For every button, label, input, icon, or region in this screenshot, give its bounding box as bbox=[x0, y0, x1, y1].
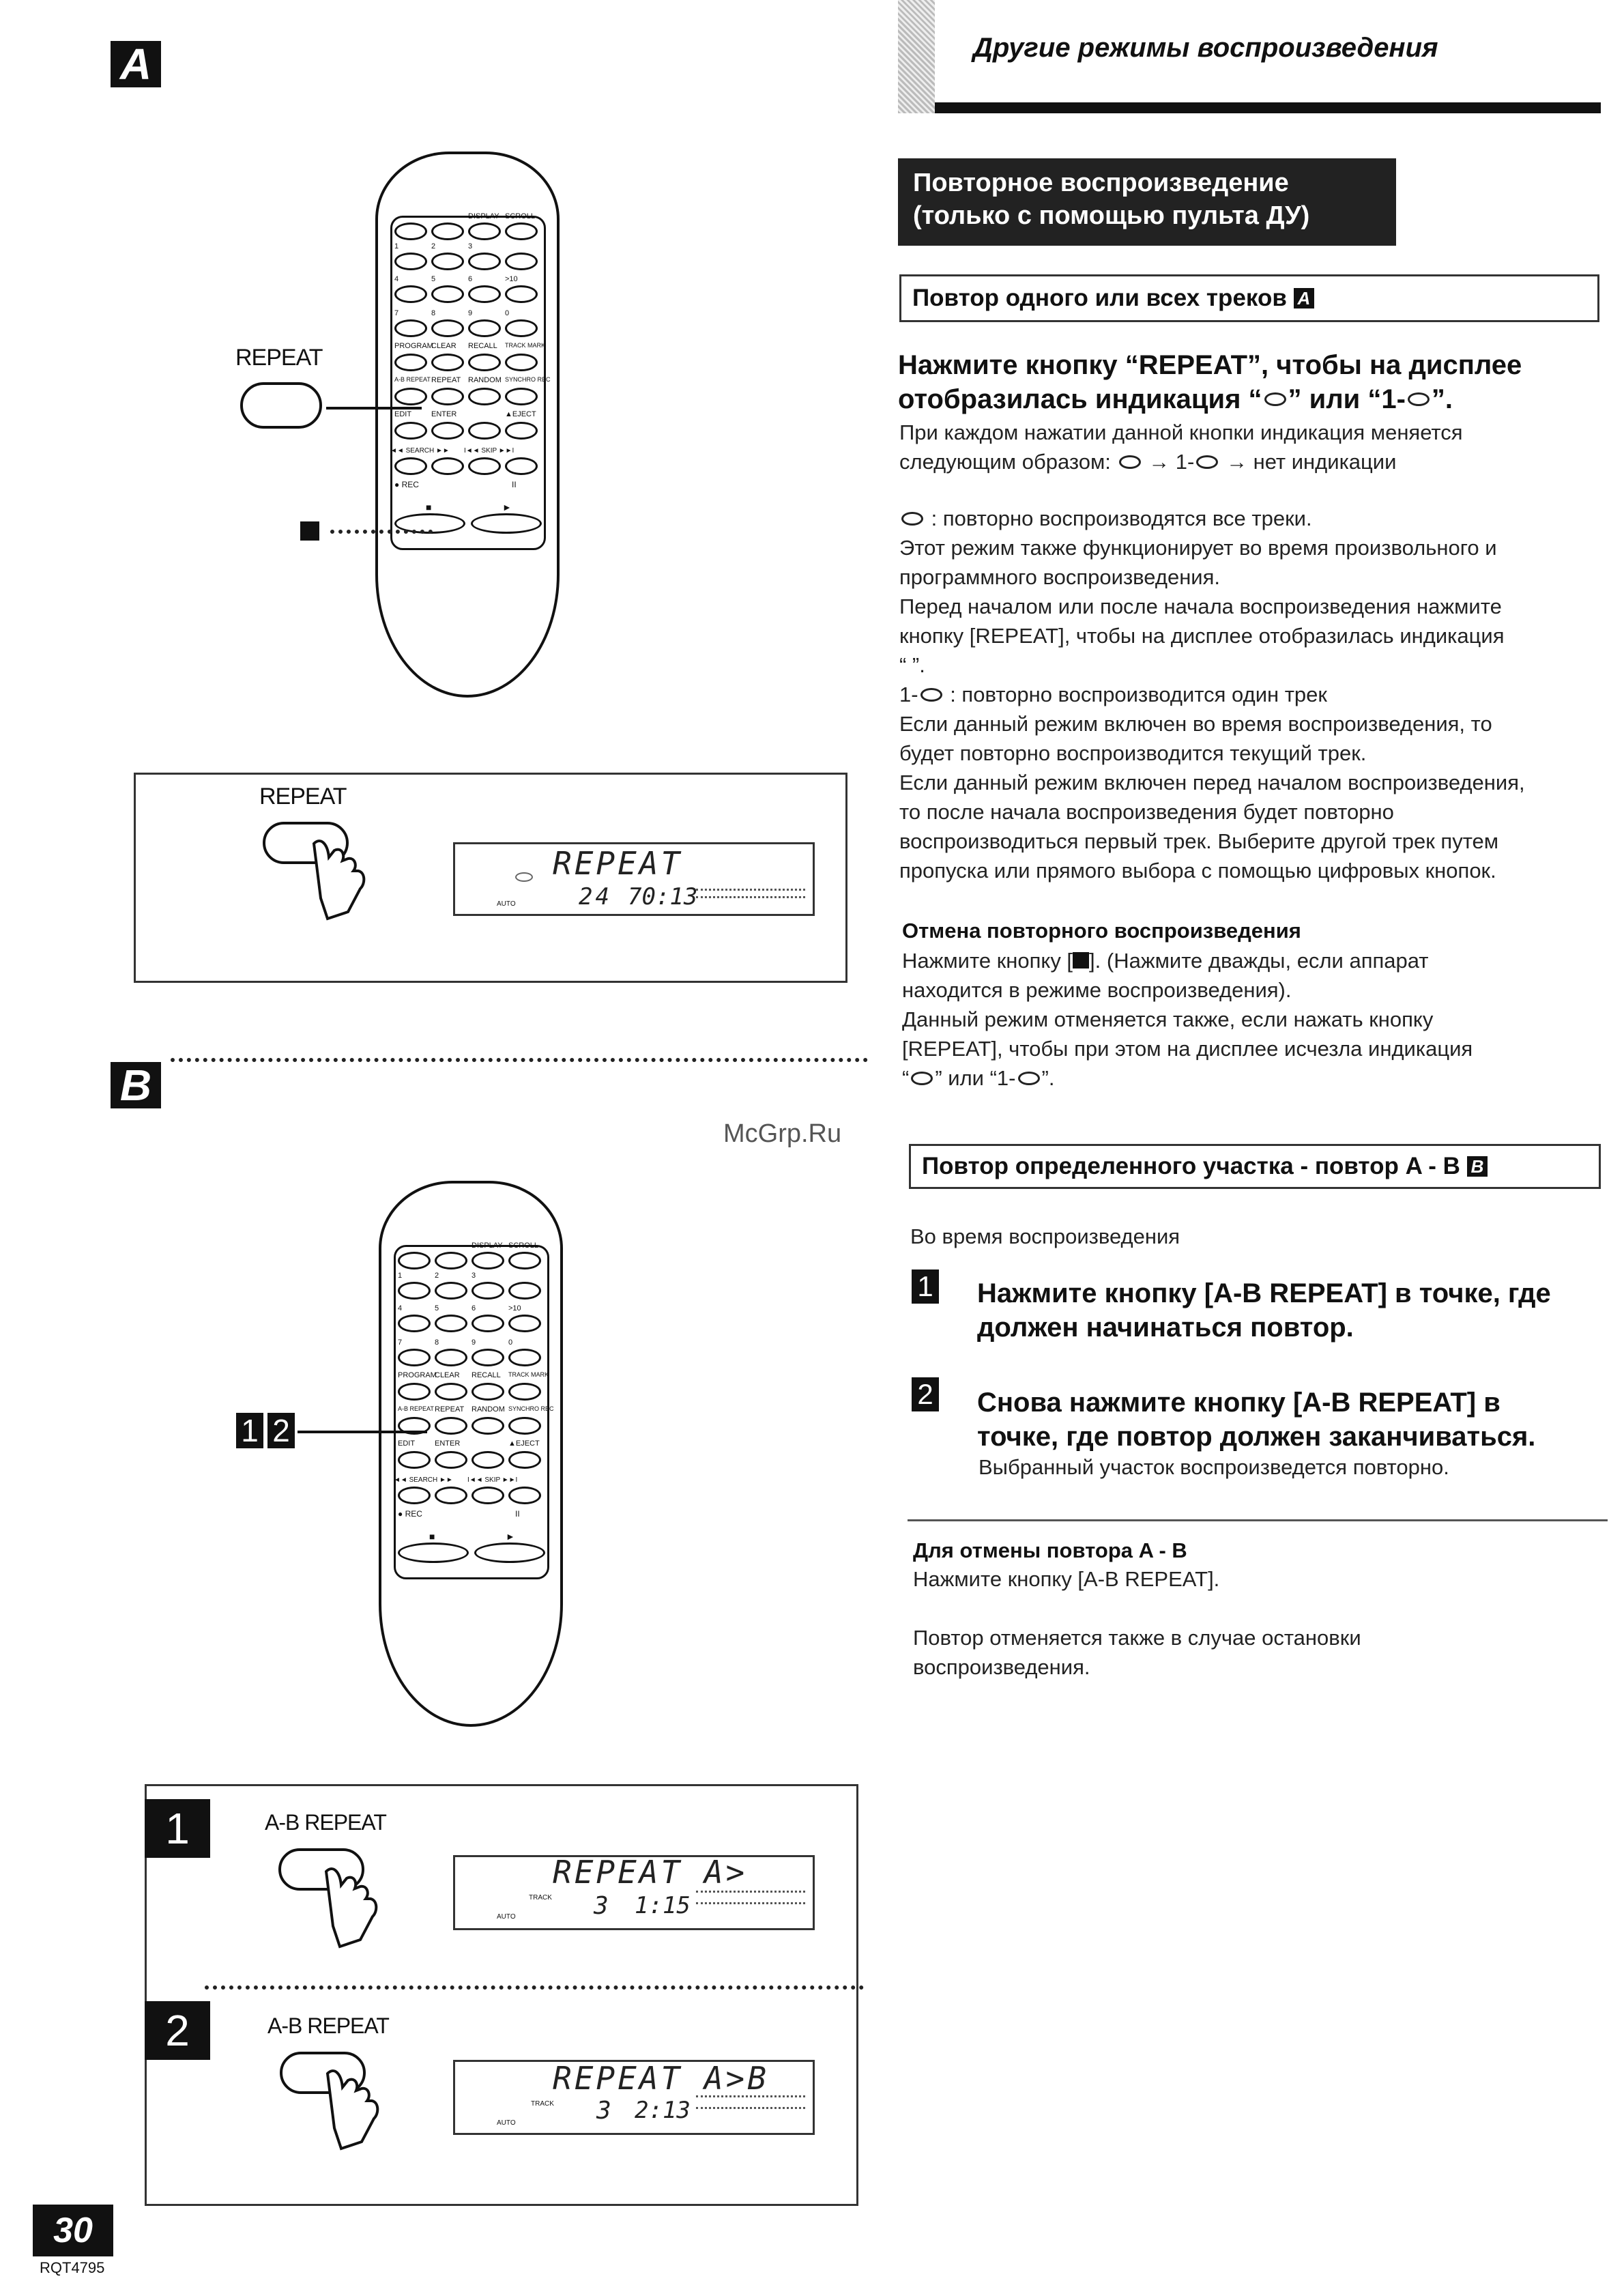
figure-divider bbox=[171, 1058, 868, 1062]
ab-step-1-text bbox=[977, 1276, 1605, 1345]
cancel-line1b: ]. (Нажмите дважды, если аппарат bbox=[1089, 949, 1429, 973]
one-desc-6: пропуска или прямого выбора с помощью цифровых кнопок. bbox=[899, 859, 1496, 883]
remote-button-label: ▲EJECT bbox=[508, 1439, 540, 1448]
section-heading-box bbox=[898, 158, 1396, 246]
ab-note-line1: Повтор отменяется также в случае остановки bbox=[913, 1626, 1361, 1650]
remote-button-label: >10 bbox=[508, 1304, 521, 1312]
remote-button-label: I◄◄ SKIP ►►I bbox=[464, 447, 514, 455]
ab-cancel-rule bbox=[908, 1519, 1608, 1521]
remote-button-label: DISPLAY bbox=[468, 212, 499, 220]
remote-button-label: RANDOM bbox=[468, 376, 502, 384]
remote-button bbox=[472, 1417, 504, 1435]
remote-button bbox=[431, 457, 464, 475]
remote-button-label: A-B REPEAT bbox=[394, 376, 431, 383]
all-desc-1: Этот режим также функционирует во время произвольного и bbox=[899, 536, 1497, 560]
remote-button-label: 7 bbox=[394, 309, 399, 317]
remote-button-label: REPEAT bbox=[431, 376, 461, 384]
repeat-icon bbox=[1119, 455, 1141, 469]
display-b2-level-meter bbox=[696, 2095, 805, 2109]
page-number-box: 30 bbox=[33, 2205, 113, 2256]
step-marker-2: 2 bbox=[267, 1413, 295, 1448]
display-b1-main: REPEAT A> bbox=[553, 1854, 748, 1891]
remote-button-label: TRACK MARK bbox=[508, 1371, 549, 1378]
remote-button-label: 7 bbox=[398, 1338, 403, 1347]
all-desc-3: Перед началом или после начала воспроизведения нажмите bbox=[899, 594, 1502, 618]
ab-intro: Во время воспроизведения bbox=[910, 1224, 1180, 1248]
stop-icon bbox=[1073, 952, 1089, 969]
remote-button bbox=[435, 1282, 467, 1300]
repeat-all-description bbox=[899, 504, 1609, 885]
remote-button bbox=[468, 253, 501, 270]
repeat-icon bbox=[911, 1072, 933, 1085]
instruction-part: ” или “1- bbox=[1288, 384, 1406, 414]
remote-button bbox=[508, 1252, 541, 1269]
panel-step-1-label: A-B REPEAT bbox=[265, 1810, 386, 1835]
subsection-repeat-all-one bbox=[899, 274, 1599, 322]
all-desc-2: программного воспроизведения. bbox=[899, 565, 1221, 589]
display-b2-time: 2:13 bbox=[635, 2097, 691, 2124]
subsection-ab-title: Повтор определенного участка - повтор A - B bbox=[922, 1153, 1460, 1179]
remote-button bbox=[431, 319, 464, 337]
remote-button-label: PROGRAM bbox=[394, 342, 433, 350]
remote-button bbox=[472, 1349, 504, 1366]
cancel-line1 bbox=[902, 946, 1612, 975]
cycle-seq-a: → 1- bbox=[1148, 450, 1195, 474]
remote-button-label: SCROLL bbox=[505, 212, 536, 220]
repeat-icon bbox=[920, 688, 942, 702]
instruction-part: ”. bbox=[1431, 384, 1453, 414]
remote-button bbox=[431, 422, 464, 440]
remote-button bbox=[505, 388, 538, 405]
repeat-button-callout bbox=[240, 382, 322, 429]
display-b1-level-meter bbox=[696, 1891, 805, 1904]
cancel-end-b: ” или “1- bbox=[935, 1066, 1016, 1090]
remote-button bbox=[398, 1282, 431, 1300]
display-b2-auto: AUTO bbox=[497, 2119, 516, 2127]
remote-button-label: 5 bbox=[431, 275, 436, 283]
step1-line2: должен начинаться повтор. bbox=[977, 1312, 1354, 1343]
cycle-sequence bbox=[899, 447, 1609, 476]
remote-button-label: TRACK MARK bbox=[505, 342, 546, 349]
remote-button bbox=[505, 354, 538, 371]
ab-note-line2: воспроизведения. bbox=[913, 1655, 1090, 1679]
all-desc-end: “ ”. bbox=[899, 653, 925, 677]
remote-button bbox=[508, 1487, 541, 1504]
step2-line1: Снова нажмите кнопку [A-B REPEAT] в bbox=[977, 1388, 1500, 1418]
one-desc-4: то после начала воспроизведения будет повторно bbox=[899, 800, 1394, 824]
remote-button-label: RANDOM bbox=[472, 1405, 505, 1414]
display-b2-track-label: TRACK bbox=[531, 2100, 554, 2108]
remote-button-label: 3 bbox=[468, 242, 473, 250]
remote-button bbox=[508, 1451, 541, 1469]
cancel-line2: находится в режиме воспроизведения). bbox=[902, 978, 1292, 1002]
display-b1-track: 3 bbox=[594, 1892, 611, 1920]
remote-button-label: 0 bbox=[505, 309, 510, 317]
remote-button bbox=[398, 1451, 431, 1469]
remote-button-label: EDIT bbox=[398, 1439, 416, 1448]
remote-button bbox=[435, 1315, 467, 1332]
remote-button bbox=[394, 388, 427, 405]
remote-button bbox=[468, 388, 501, 405]
remote-button bbox=[398, 1349, 431, 1366]
remote-button-label: 3 bbox=[472, 1272, 476, 1280]
ab-repeat-leader-line bbox=[298, 1431, 427, 1433]
remote-button bbox=[394, 319, 427, 337]
ab-step-1-number: 1 bbox=[912, 1269, 939, 1304]
watermark: McGrp.Ru bbox=[723, 1119, 842, 1148]
remote-button bbox=[472, 1282, 504, 1300]
remote-button-label: ● REC bbox=[394, 480, 419, 489]
remote-button-label: ■ bbox=[426, 502, 432, 513]
ab-step-2-number: 2 bbox=[912, 1377, 939, 1411]
remote-button-label: ◄◄ SEARCH ►► bbox=[390, 447, 450, 455]
repeat-icon bbox=[1018, 1072, 1040, 1085]
display-a-level-meter bbox=[696, 889, 805, 898]
cycle-seq-b: → нет индикации bbox=[1226, 450, 1397, 474]
remote-button-label: 6 bbox=[472, 1304, 476, 1312]
display-b1-track-label: TRACK bbox=[529, 1894, 552, 1902]
panel-repeat-label: REPEAT bbox=[259, 784, 347, 809]
one-prefix: 1- bbox=[899, 683, 918, 706]
remote-button bbox=[505, 285, 538, 303]
subsection-title: Повтор одного или всех треков bbox=[912, 285, 1287, 311]
instruction-line1: Нажмите кнопку “REPEAT”, чтобы на дисплее bbox=[898, 350, 1522, 380]
remote-button-label: SCROLL bbox=[508, 1242, 539, 1250]
cancel-repeat-title: Отмена повторного воспроизведения bbox=[902, 919, 1301, 943]
remote-button-label: ▲EJECT bbox=[505, 410, 536, 418]
repeat-instruction bbox=[898, 348, 1608, 416]
remote-button bbox=[394, 253, 427, 270]
stop-marker bbox=[300, 521, 319, 541]
remote-button-label: EDIT bbox=[394, 410, 412, 418]
one-desc-2: будет повторно воспроизводится текущий трек. bbox=[899, 741, 1367, 765]
ab-cancel-text: Нажмите кнопку [A-B REPEAT]. bbox=[913, 1567, 1220, 1591]
cancel-repeat-text bbox=[902, 946, 1612, 1093]
repeat-cycle bbox=[899, 418, 1609, 476]
remote-button-label: 1 bbox=[394, 242, 399, 250]
remote-button bbox=[505, 223, 538, 240]
remote-button bbox=[468, 422, 501, 440]
one-label: : повторно воспроизводится один трек bbox=[950, 683, 1327, 706]
remote-button bbox=[394, 223, 427, 240]
header-gray-strip bbox=[898, 0, 935, 113]
remote-button-label: 2 bbox=[431, 242, 436, 250]
play-button bbox=[474, 1543, 545, 1563]
remote-button-label: ◄◄ SEARCH ►► bbox=[394, 1476, 453, 1484]
display-b2-main: REPEAT A>B bbox=[553, 2060, 769, 2097]
repeat-icon bbox=[901, 512, 923, 526]
remote-button bbox=[505, 457, 538, 475]
pressing-hand-icon bbox=[314, 2060, 396, 2155]
remote-button bbox=[468, 457, 501, 475]
remote-button bbox=[431, 223, 464, 240]
remote-button bbox=[508, 1349, 541, 1366]
ab-cancel-title: Для отмены повтора A - B bbox=[913, 1538, 1187, 1562]
figure-b-letter: B bbox=[111, 1062, 161, 1108]
stop-button bbox=[398, 1543, 469, 1563]
remote-button bbox=[508, 1417, 541, 1435]
all-label-line bbox=[899, 504, 1609, 533]
cancel-end-a: “ bbox=[902, 1066, 910, 1090]
cycle-intro: При каждом нажатии данной кнопки индикация меняется bbox=[899, 420, 1463, 444]
remote-button bbox=[472, 1487, 504, 1504]
cancel-line4: [REPEAT], чтобы при этом на дисплее исчезла индикация bbox=[902, 1037, 1473, 1061]
remote-button bbox=[398, 1383, 431, 1401]
remote-button-label: 6 bbox=[468, 275, 473, 283]
remote-button bbox=[472, 1315, 504, 1332]
remote-a-buttons bbox=[375, 152, 560, 698]
remote-button-label: 2 bbox=[435, 1272, 439, 1280]
remote-button-label: SYNCHRO REC bbox=[508, 1405, 554, 1412]
pressing-hand-icon bbox=[313, 1858, 394, 1953]
subsection-ab-repeat bbox=[909, 1144, 1601, 1189]
repeat-icon bbox=[1408, 392, 1430, 406]
display-b1-auto: AUTO bbox=[497, 1913, 516, 1921]
play-button bbox=[471, 513, 542, 534]
remote-button bbox=[468, 319, 501, 337]
remote-button-label: A-B REPEAT bbox=[398, 1405, 434, 1412]
remote-button bbox=[505, 319, 538, 337]
all-label: : повторно воспроизводятся все треки. bbox=[931, 506, 1312, 530]
remote-button bbox=[435, 1349, 467, 1366]
remote-button-label: II bbox=[515, 1509, 520, 1519]
remote-button bbox=[505, 253, 538, 270]
remote-button bbox=[431, 285, 464, 303]
section-heading-line1: Повторное воспроизведение bbox=[913, 169, 1289, 197]
remote-button-label: CLEAR bbox=[435, 1371, 460, 1379]
remote-button bbox=[472, 1252, 504, 1269]
remote-button bbox=[431, 253, 464, 270]
remote-button bbox=[435, 1383, 467, 1401]
remote-button bbox=[435, 1487, 467, 1504]
remote-button bbox=[508, 1383, 541, 1401]
cancel-line3: Данный режим отменяется также, если нажать кнопку bbox=[902, 1007, 1434, 1031]
instruction-line2 bbox=[898, 382, 1608, 416]
one-label-line bbox=[899, 680, 1609, 709]
remote-button-label: 1 bbox=[398, 1272, 403, 1280]
remote-button-label: CLEAR bbox=[431, 342, 456, 350]
display-b1-time: 1:15 bbox=[635, 1892, 691, 1919]
remote-button bbox=[394, 285, 427, 303]
step-marker-1: 1 bbox=[236, 1413, 263, 1448]
panel-step-1-number: 1 bbox=[145, 1799, 210, 1858]
pressing-hand-icon bbox=[300, 830, 382, 926]
cancel-end-c: ”. bbox=[1041, 1066, 1055, 1090]
remote-b-buttons bbox=[379, 1181, 563, 1727]
doc-code: RQT4795 bbox=[40, 2259, 105, 2276]
remote-button bbox=[435, 1417, 467, 1435]
remote-button bbox=[508, 1282, 541, 1300]
repeat-callout-label: REPEAT bbox=[235, 345, 323, 371]
display-b2-track: 3 bbox=[596, 2097, 614, 2125]
remote-button bbox=[508, 1315, 541, 1332]
remote-button-label: 8 bbox=[435, 1338, 439, 1347]
remote-button-label: ► bbox=[502, 502, 512, 513]
figure-b-panel bbox=[145, 1784, 858, 2206]
remote-button bbox=[435, 1252, 467, 1269]
remote-button bbox=[468, 285, 501, 303]
remote-button bbox=[472, 1451, 504, 1469]
remote-button-label: 4 bbox=[394, 275, 399, 283]
subsection-letter-a: A bbox=[1294, 288, 1314, 309]
remote-button-label: SYNCHRO REC bbox=[505, 376, 551, 383]
step2-line2: точке, где повтор должен заканчиваться. bbox=[977, 1422, 1536, 1452]
remote-button-label: 0 bbox=[508, 1338, 513, 1347]
display-a-track: 24 bbox=[579, 883, 612, 910]
remote-button-label: DISPLAY bbox=[472, 1242, 503, 1250]
remote-button-label: 9 bbox=[468, 309, 473, 317]
remote-button-label: REPEAT bbox=[435, 1405, 465, 1414]
ab-step-2-text bbox=[977, 1386, 1605, 1454]
remote-button-label: 8 bbox=[431, 309, 436, 317]
remote-button bbox=[431, 388, 464, 405]
remote-button-label: 4 bbox=[398, 1304, 403, 1312]
cancel-line1a: Нажмите кнопку [ bbox=[902, 949, 1073, 973]
header-rule bbox=[935, 102, 1601, 113]
ab-note bbox=[913, 1623, 1595, 1682]
instruction-part: отобразилась индикация “ bbox=[898, 384, 1262, 414]
repeat-leader-line bbox=[326, 407, 422, 410]
remote-button-label: RECALL bbox=[468, 342, 497, 350]
repeat-icon bbox=[1196, 455, 1218, 469]
remote-button-label: ■ bbox=[429, 1531, 435, 1542]
display-a-main: REPEAT bbox=[553, 845, 683, 882]
all-desc-4: кнопку [REPEAT], чтобы на дисплее отобразилась индикация bbox=[899, 624, 1505, 648]
remote-button-label: II bbox=[512, 480, 517, 489]
remote-button-label: I◄◄ SKIP ►►I bbox=[467, 1476, 518, 1484]
stop-leader-line bbox=[330, 530, 433, 534]
panel-step-2-number: 2 bbox=[145, 2001, 210, 2060]
one-desc-5: воспроизводиться первый трек. Выберите другой трек путем bbox=[899, 829, 1499, 853]
display-a-auto: AUTO bbox=[497, 900, 516, 908]
remote-button-label: ENTER bbox=[431, 410, 457, 418]
one-desc-1: Если данный режим включен во время воспроизведения, то bbox=[899, 712, 1492, 736]
figure-a-letter: A bbox=[111, 41, 161, 87]
remote-button bbox=[431, 354, 464, 371]
repeat-icon bbox=[1264, 392, 1286, 406]
remote-button-label: 9 bbox=[472, 1338, 476, 1347]
panel-step-2-label: A-B REPEAT bbox=[267, 2013, 389, 2038]
remote-button-label: ● REC bbox=[398, 1509, 422, 1519]
display-a-time: 70:13 bbox=[628, 883, 698, 910]
remote-button-label: RECALL bbox=[472, 1371, 501, 1379]
remote-button bbox=[468, 223, 501, 240]
remote-button bbox=[398, 1315, 431, 1332]
remote-button bbox=[398, 1252, 431, 1269]
remote-button bbox=[472, 1383, 504, 1401]
one-desc-3: Если данный режим включен перед началом воспроизведения, bbox=[899, 771, 1525, 794]
remote-button-label: ► bbox=[506, 1531, 515, 1542]
remote-button-label: 5 bbox=[435, 1304, 439, 1312]
section-heading-line2: (только с помощью пульта ДУ) bbox=[913, 201, 1310, 230]
remote-button bbox=[394, 457, 427, 475]
display-a-repeat-icon bbox=[515, 872, 533, 882]
remote-button bbox=[435, 1451, 467, 1469]
remote-button bbox=[394, 354, 427, 371]
remote-button bbox=[505, 422, 538, 440]
cancel-line5 bbox=[902, 1063, 1612, 1093]
remote-button-label: ENTER bbox=[435, 1439, 461, 1448]
header-title: Другие режимы воспроизведения bbox=[973, 33, 1438, 63]
cycle-line: следующим образом: bbox=[899, 450, 1111, 474]
remote-button-label: PROGRAM bbox=[398, 1371, 437, 1379]
subsection-letter-b: B bbox=[1467, 1156, 1488, 1177]
remote-button bbox=[398, 1487, 431, 1504]
figure-b-step-divider bbox=[205, 1985, 864, 1990]
remote-button bbox=[394, 422, 427, 440]
remote-button bbox=[468, 354, 501, 371]
step1-line1: Нажмите кнопку [A-B REPEAT] в точке, где bbox=[977, 1278, 1551, 1308]
ab-step-2-note: Выбранный участок воспроизведется повторно. bbox=[978, 1455, 1449, 1479]
remote-button-label: >10 bbox=[505, 275, 518, 283]
